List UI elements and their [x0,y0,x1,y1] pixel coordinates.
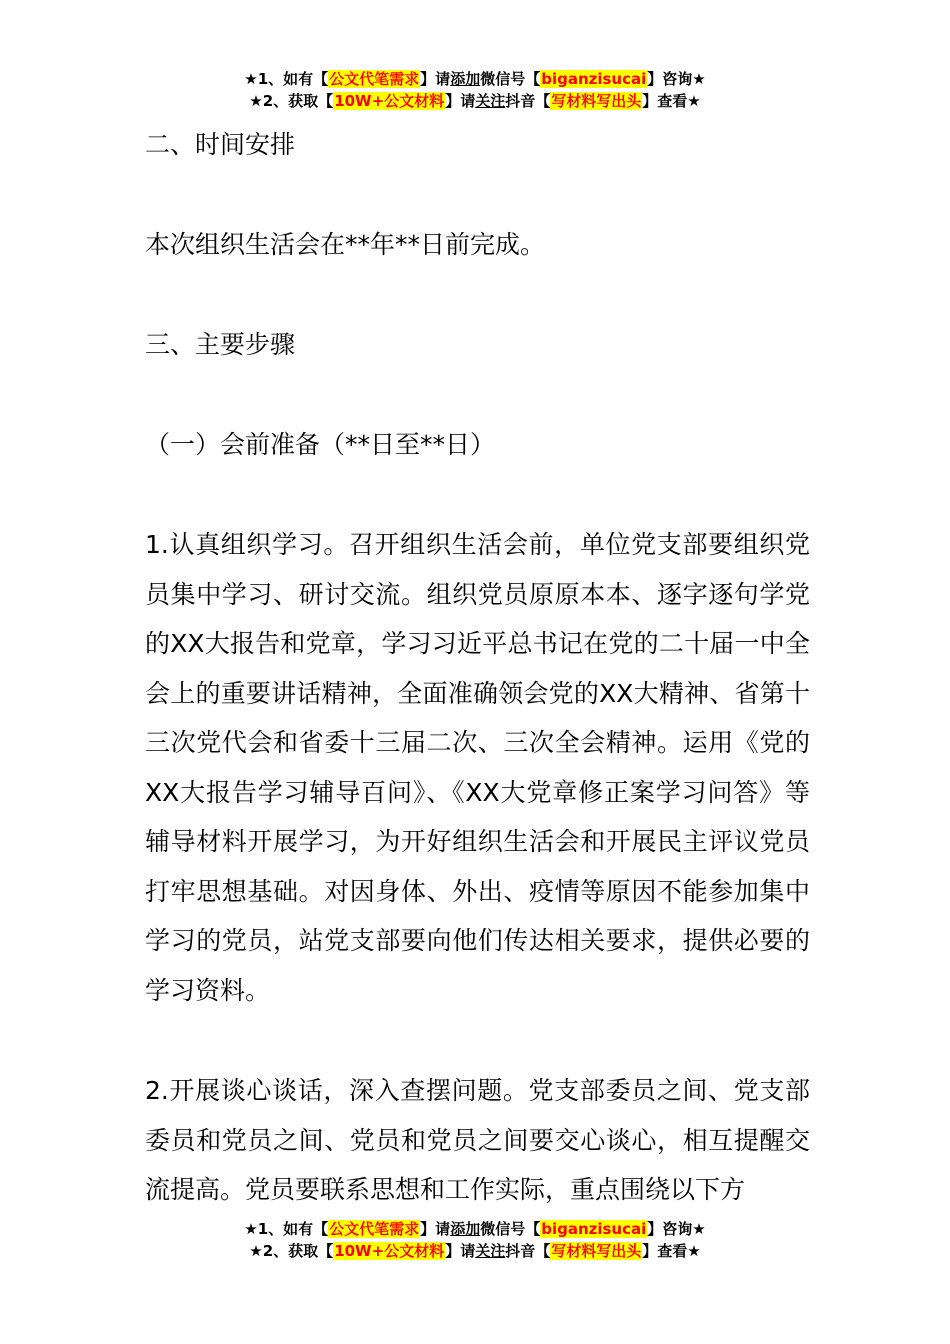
header-line-1-prefix: ★1、如有【 [244,70,329,88]
header-line-2-highlight-douyin: 写材料写出头 [551,92,642,110]
time-schedule-text: 本次组织生活会在**年**日前完成。 [145,230,546,259]
header-line-2 [0,90,950,112]
header-line-1-middle2: 微信号【 [480,70,541,88]
footer-line-2-highlight-douyin: 写材料写出头 [551,1242,642,1260]
footer-banner [0,1218,950,1262]
subheading-pre-meeting: （一）会前准备（**日至**日） [145,430,496,459]
header-line-1 [0,68,950,90]
footer-line-1-prefix: ★1、如有【 [244,1220,329,1238]
footer-line-2-suffix: 】查看★ [642,1242,701,1260]
header-line-2-highlight-materials: 10W+公文材料 [334,92,445,110]
footer-line-1-emphasis: 添加 [450,1220,481,1238]
footer-line-2-prefix: ★2、获取【 [249,1242,334,1260]
footer-line-1 [0,1218,950,1240]
footer-line-1-middle2: 微信号【 [480,1220,541,1238]
footer-line-2-middle: 】请 [445,1242,476,1260]
header-line-2-middle2: 抖音【 [505,92,551,110]
paragraph-study: 1.认真组织学习。召开组织生活会前，单位党支部要组织党员集中学习、研讨交流。组织党员原原本本、逐字逐句学党的XX大报告和党章，学习习近平总书记在党的二十届一中全会上的重要讲话精神，全面准确领会党的XX大精神、省第十三次党代会和省委十三届二次、三次全会精神。运用《党的XX大报告学习辅导百问》、《XX大党章修正案学习问答》等辅导材料开展学习，为开好组织生活会和开展民主评议党员打牢思想基础。对因身体、外出、疫情等原因不能参加集中学习的党员，站党支部要向他们传达相关要求，提供必要的学习资料。 [145,530,810,1005]
header-line-2-middle: 】请 [445,92,476,110]
header-banner [0,68,950,112]
paragraph-heart-to-heart: 2.开展谈心谈话，深入查摆问题。党支部委员之间、党支部委员和党员之间、党员和党员之间要交心谈心，相互提醒交流提高。党员要联系思想和工作实际，重点围绕以下方 [145,1076,810,1204]
footer-line-2-middle2: 抖音【 [505,1242,551,1260]
footer-line-1-middle: 】请 [420,1220,451,1238]
footer-line-1-highlight-wechat: biganzisucai [541,1220,647,1238]
footer-line-1-highlight-service: 公文代笔需求 [329,1220,420,1238]
header-line-2-emphasis: 关注 [475,92,506,110]
footer-line-2 [0,1240,950,1262]
footer-line-2-emphasis: 关注 [475,1242,506,1260]
footer-line-2-highlight-materials: 10W+公文材料 [334,1242,445,1260]
footer-line-1-suffix: 】咨询★ [647,1220,706,1238]
header-line-1-emphasis: 添加 [450,70,481,88]
heading-main-steps: 三、主要步骤 [145,330,296,359]
header-line-1-highlight-service: 公文代笔需求 [329,70,420,88]
header-line-2-suffix: 】查看★ [642,92,701,110]
header-line-2-prefix: ★2、获取【 [249,92,334,110]
header-line-1-suffix: 】咨询★ [647,70,706,88]
header-line-1-highlight-wechat: biganzisucai [541,70,647,88]
header-line-1-middle: 】请 [420,70,451,88]
heading-time-schedule: 二、时间安排 [145,130,296,159]
